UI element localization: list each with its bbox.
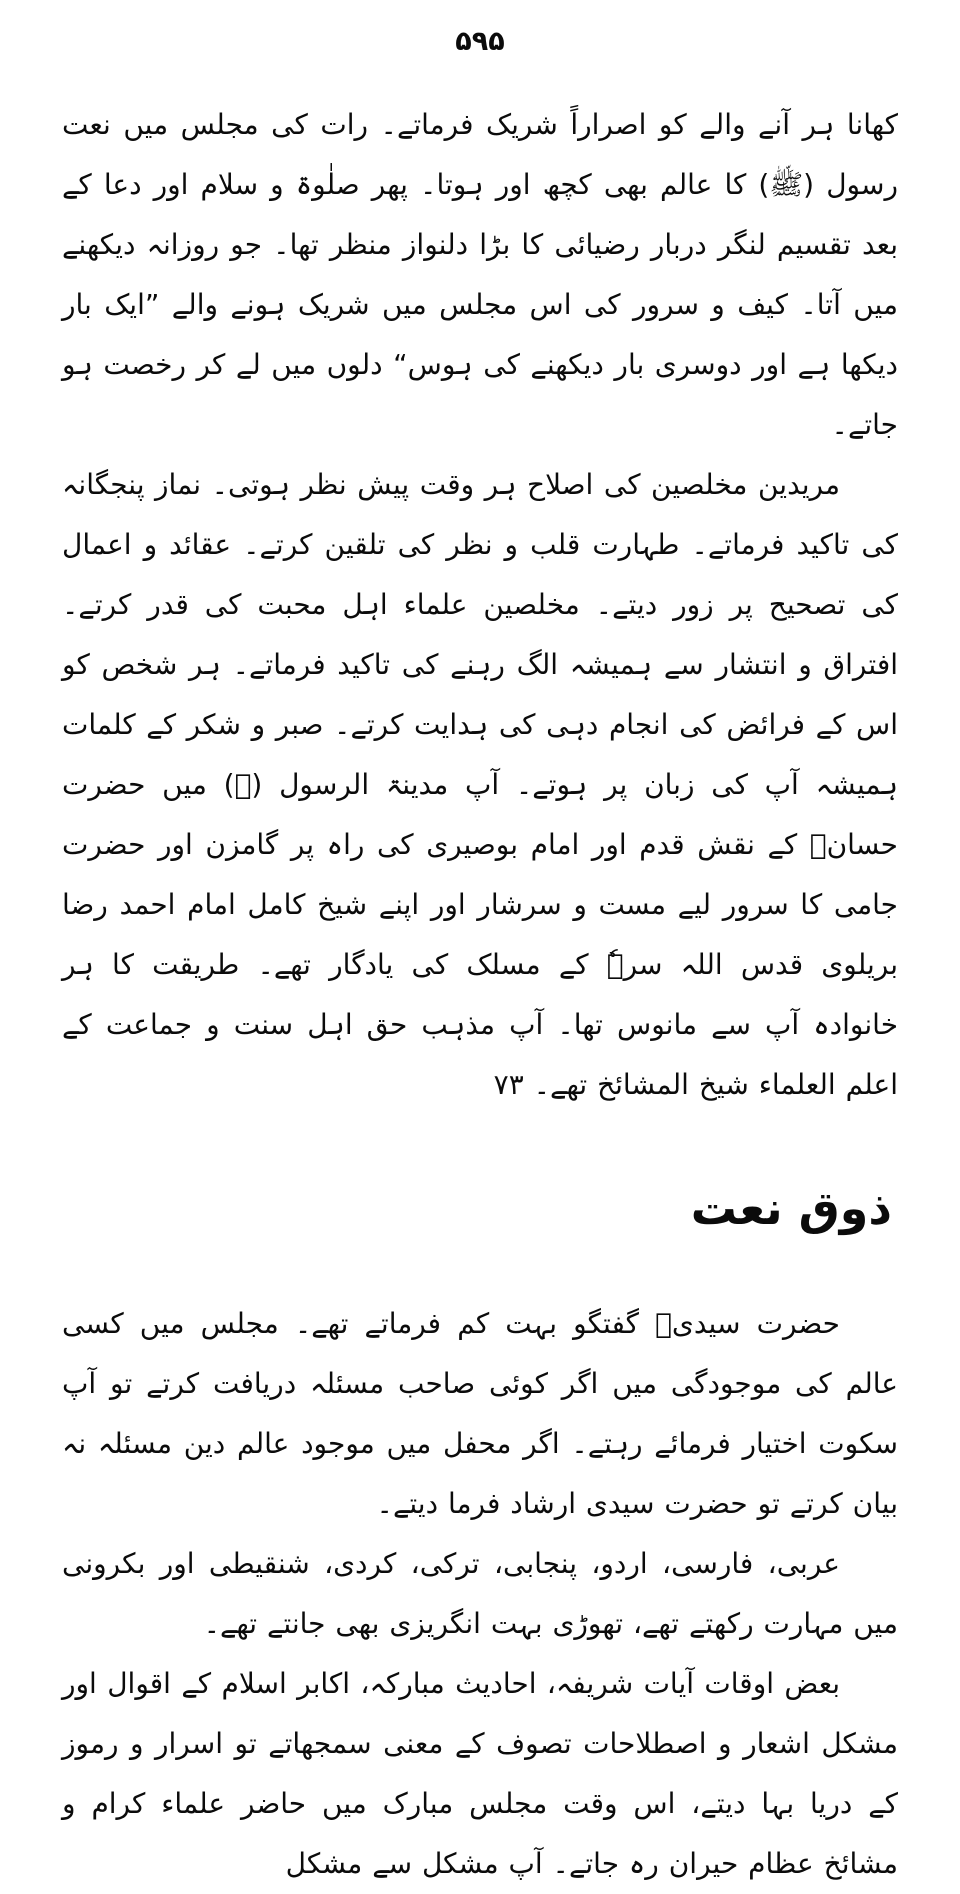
paragraph-1: کھانا ہر آنے والے کو اصراراً شریک فرماتے۔ رات کی مجلس میں نعت رسول (ﷺ) کا عالم بھی کچھ اور ہوتا۔ پھر صلٰوۃ و سلام اور دعا کے بعد تقسیم لنگر دربار رضیائی کا بڑا دلنواز منظر تھا۔ جو روزانہ دیکھنے میں آتا۔ کیف و سرور کی اس مجلس میں شریک ہونے والے ”ایک بار دیکھا ہے اور دوسری بار دیکھنے کی ہوس“ دلوں میں لے کر رخصت ہو جاتے۔ xyxy=(62,108,898,441)
paragraph-5: بعض اوقات آیات شریفہ، احادیث مبارکہ، اکابر اسلام کے اقوال اور مشکل اشعار و اصطلاحات تصوف کے معنی سمجھاتے تو اسرار و رموز کے دریا بہا دیتے، اس وقت مجلس مبارک میں حاضر علماء کرام و مشائخ عظام حیران رہ جاتے۔ آپ مشکل سے مشکل xyxy=(62,1667,898,1881)
page-number: ۵۹۵ xyxy=(455,26,505,57)
section-heading: ذوق نعت xyxy=(690,1181,892,1235)
body-text xyxy=(62,95,898,1894)
paragraph-3: حضرت سیدیؒ گفتگو بہت کم فرماتے تھے۔ مجلس میں کسی عالم کی موجودگی میں اگر کوئی صاحب مسئلہ دریافت کرتے تو آپ سکوت اختیار فرمائے رہتے۔ اگر محفل میں موجود عالم دین مسئلہ نہ بیان کرتے تو حضرت سیدی ارشاد فرما دیتے۔ xyxy=(62,1307,898,1521)
paragraph-4: عربی، فارسی، اردو، پنجابی، ترکی، کردی، شنقیطی اور بکرونی میں مہارت رکھتے تھے، تھوڑی بہت انگریزی بھی جانتے تھے۔ xyxy=(62,1547,898,1641)
paragraph-2: مریدین مخلصین کی اصلاح ہر وقت پیش نظر ہوتی۔ نماز پنجگانہ کی تاکید فرماتے۔ طہارت قلب و نظر کی تلقین کرتے۔ عقائد و اعمال کی تصحیح پر زور دیتے۔ مخلصین علماء اہل محبت کی قدر کرتے۔ افتراق و انتشار سے ہمیشہ الگ رہنے کی تاکید فرماتے۔ ہر شخص کو اس کے فرائض کی انجام دہی کی ہدایت کرتے۔ صبر و شکر کے کلمات ہمیشہ آپ کی زبان پر ہوتے۔ آپ مدینۃ الرسول (ﷺ) میں حضرت حسانؓ کے نقش قدم اور امام بوصیری کی راہ پر گامزن اور حضرت جامی کا سرور لیے مست و سرشار اور اپنے شیخ کامل امام احمد رضا بریلوی قدس اللہ سرہٗ کے مسلک کی یادگار تھے۔ طریقت کا ہر خانوادہ آپ سے مانوس تھا۔ آپ مذہب حق اہل سنت و جماعت کے اعلم العلماء شیخ المشائخ تھے۔ ۷۳ xyxy=(62,468,898,1101)
